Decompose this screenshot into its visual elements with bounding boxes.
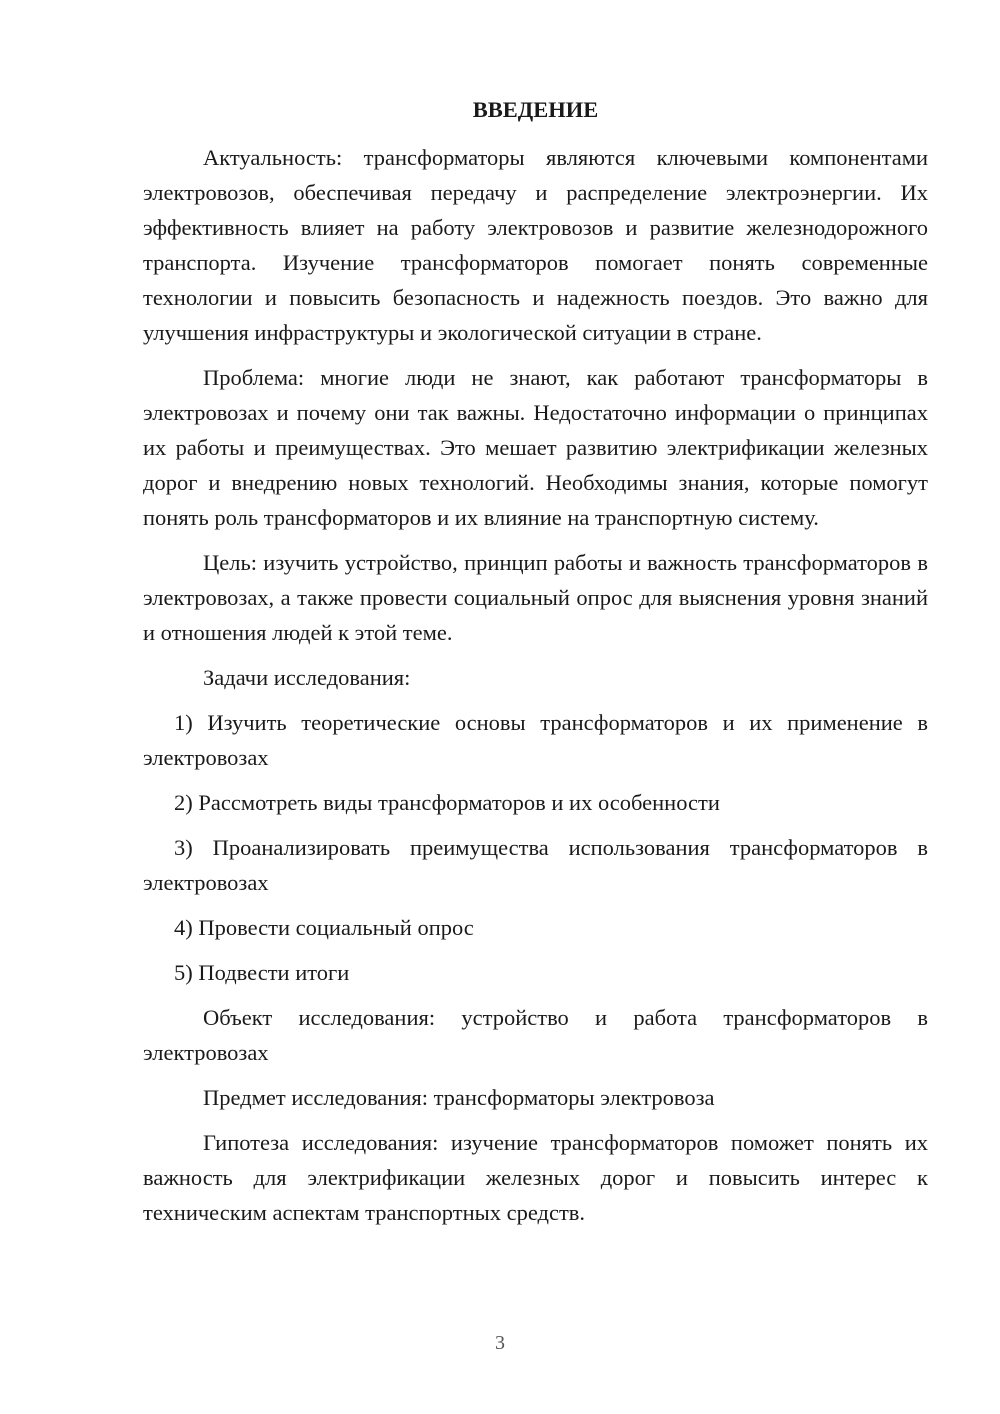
page-title: ВВЕДЕНИЕ bbox=[472, 97, 599, 122]
subject-paragraph: Предмет исследования: трансформаторы электровоза bbox=[203, 1085, 715, 1110]
tasks-list bbox=[143, 705, 928, 990]
document-page bbox=[143, 92, 928, 1240]
goal-paragraph: Цель: изучить устройство, принцип работы и важность трансформаторов в электровозах, а также провести социальный опрос для выяснения уровня знаний и отношения людей к этой теме. bbox=[143, 550, 928, 645]
tasks-heading: Задачи исследования: bbox=[203, 665, 411, 690]
list-item: 2) Рассмотреть виды трансформаторов и их особенности bbox=[174, 790, 720, 815]
relevance-paragraph: Актуальность: трансформаторы являются ключевыми компонентами электровозов, обеспечивая передачу и распределение электроэнергии. Их эффективность влияет на работу электровозов и развитие железнодорожного транспорта. Изучение трансформаторов помогает понять современные технологии и повысить безопасность и надежность поездов. Это важно для улучшения инфраструктуры и экологической ситуации в стране. bbox=[143, 145, 928, 345]
page-number: 3 bbox=[495, 1332, 505, 1354]
object-paragraph: Объект исследования: устройство и работа трансформаторов в электровозах bbox=[143, 1005, 928, 1065]
problem-paragraph: Проблема: многие люди не знают, как работают трансформаторы в электровозах и почему они так важны. Недостаточно информации о принципах их работы и преимуществах. Это мешает развитию электрификации железных дорог и внедрению новых технологий. Необходимы знания, которые помогут понять роль трансформаторов и их влияние на транспортную систему. bbox=[143, 365, 928, 530]
hypothesis-paragraph: Гипотеза исследования: изучение трансформаторов поможет понять их важность для электрификации железных дорог и повысить интерес к техническим аспектам транспортных средств. bbox=[143, 1130, 928, 1225]
list-item: 1) Изучить теоретические основы трансформаторов и их применение в электровозах bbox=[143, 710, 928, 770]
list-item: 5) Подвести итоги bbox=[174, 960, 350, 985]
list-item: 4) Провести социальный опрос bbox=[174, 915, 474, 940]
list-item: 3) Проанализировать преимущества использования трансформаторов в электровозах bbox=[143, 835, 928, 895]
